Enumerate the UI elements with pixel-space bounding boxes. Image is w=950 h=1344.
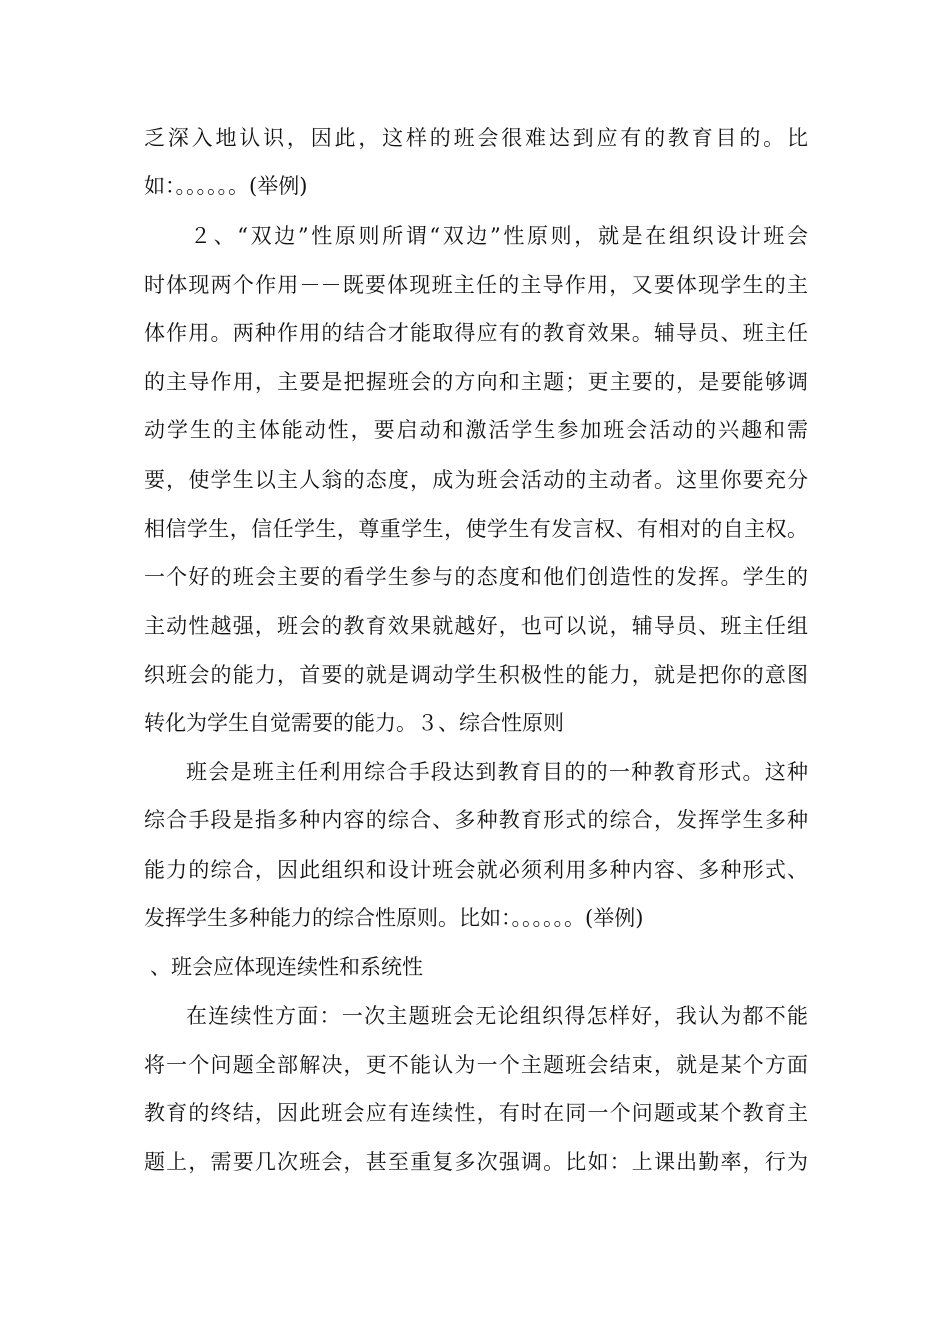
- text-line: 转化为学生自觉需要的能力。３、综合性原则: [144, 711, 564, 735]
- text-line: 班会是班主任利用综合手段达到教育目的的一种教育形式。这种: [186, 760, 808, 784]
- text-line: 要，使学生以主人翁的态度，成为班会活动的主动者。这里你要充分: [144, 468, 808, 492]
- text-line: 将一个问题全部解决，更不能认为一个主题班会结束，就是某个方面: [144, 1053, 808, 1077]
- text-line: ２、“双边”性原则所谓“双边”性原则，就是在组织设计班会: [190, 224, 808, 248]
- text-line: 综合手段是指多种内容的综合、多种教育形式的综合，发挥学生多种: [144, 808, 808, 832]
- text-line: 织班会的能力，首要的就是调动学生积极性的能力，就是把你的意图: [144, 663, 808, 687]
- text-line: 一个好的班会主要的看学生参与的态度和他们创造性的发挥。学生的: [144, 565, 808, 589]
- text-line: 发挥学生多种能力的综合性原则。比如：。。。。。。(举例): [144, 906, 644, 930]
- text-line: 如：。。。。。。(举例): [144, 174, 308, 198]
- text-line: 在连续性方面：一次主题班会无论组织得怎样好，我认为都不能: [186, 1004, 808, 1028]
- section-heading: 、班会应体现连续性和系统性: [150, 955, 423, 979]
- text-line: 体作用。两种作用的结合才能取得应有的教育效果。辅导员、班主任: [144, 321, 808, 345]
- text-line: 相信学生，信任学生，尊重学生，使学生有发言权、有相对的自主权。: [144, 517, 808, 541]
- text-line: 时体现两个作用－－既要体现班主任的主导作用，又要体现学生的主: [144, 273, 808, 297]
- text-line: 乏深入地认识，因此，这样的班会很难达到应有的教育目的。比: [144, 126, 808, 150]
- text-line: 动学生的主体能动性，要启动和激活学生参加班会活动的兴趣和需: [144, 418, 808, 442]
- text-line: 主动性越强，班会的教育效果就越好，也可以说，辅导员、班主任组: [144, 614, 808, 638]
- text-line: 教育的终结，因此班会应有连续性，有时在同一个问题或某个教育主: [144, 1101, 808, 1125]
- text-line: 的主导作用，主要是把握班会的方向和主题；更主要的，是要能够调: [144, 370, 808, 394]
- text-line: 能力的综合，因此组织和设计班会就必须利用多种内容、多种形式、: [144, 858, 808, 882]
- text-line: 题上，需要几次班会，甚至重复多次强调。比如：上课出勤率，行为: [144, 1150, 808, 1174]
